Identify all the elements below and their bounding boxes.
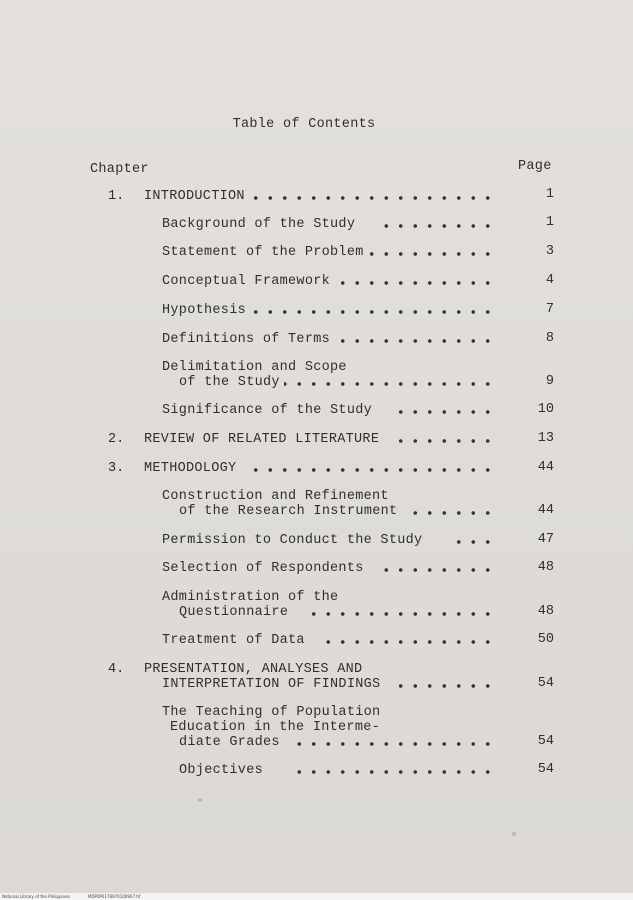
leader-dots	[370, 251, 495, 257]
leader-dots	[392, 409, 495, 415]
toc-entry-page: 50	[537, 632, 554, 647]
toc-entry-title: Significance of the Study	[162, 403, 373, 418]
toc-entry-page: 48	[537, 604, 554, 619]
chapter-number: 3.	[108, 461, 125, 476]
leader-dots	[284, 381, 495, 387]
toc-entry-page: 7	[545, 302, 554, 317]
leader-dots	[340, 280, 495, 286]
toc-entry-title: Treatment of Data	[162, 633, 305, 648]
leader-dots	[252, 309, 495, 315]
toc-entry-page: 3	[545, 244, 554, 259]
leader-dots	[305, 611, 495, 617]
footer-code: MDP0P0178970100907.tif	[88, 894, 141, 899]
toc-entry-title: Statement of the Problem	[162, 245, 364, 260]
toc-entry-page: 44	[537, 503, 554, 518]
leader-dots	[340, 338, 495, 344]
toc-entry-title: Administration of the	[162, 590, 339, 605]
toc-entry-page: 54	[537, 762, 554, 777]
toc-entry-page: 1	[545, 215, 554, 230]
toc-entry-title: Permission to Conduct the Study	[162, 533, 423, 548]
chapter-number: 2.	[108, 432, 125, 447]
page-column-header: Page	[518, 159, 552, 174]
toc-entry-title: INTRODUCTION	[144, 189, 245, 204]
toc-entry-page: 44	[537, 460, 554, 475]
paper-smudge	[512, 832, 516, 836]
footer-library: National Library of the Philippines	[2, 894, 70, 899]
toc-entry-title: Construction and Refinement	[162, 489, 389, 504]
toc-entry-page: 4	[545, 273, 554, 288]
toc-entry-title: Background of the Study	[162, 217, 356, 232]
leader-dots	[252, 467, 495, 473]
leader-dots	[290, 741, 495, 747]
leader-dots	[322, 639, 495, 645]
toc-entry-title: Selection of Respondents	[162, 561, 364, 576]
page-title: Table of Contents	[232, 117, 376, 132]
toc-entry-page: 10	[537, 402, 554, 417]
toc-entry-page: 9	[545, 374, 554, 389]
toc-entry-title: METHODOLOGY	[144, 461, 237, 476]
scan-footer	[0, 893, 633, 900]
toc-entry-title: Definitions of Terms	[162, 332, 331, 347]
toc-entry-page: 1	[545, 187, 554, 202]
toc-entry-page: 48	[537, 560, 554, 575]
toc-entry-page: 8	[545, 331, 554, 346]
toc-entry-title-continued: Questionnaire	[179, 605, 289, 620]
leader-dots	[392, 683, 495, 689]
toc-entry-page: 47	[537, 532, 554, 547]
leader-dots	[446, 539, 495, 545]
toc-entry-page: 54	[537, 734, 554, 749]
paper-smudge	[198, 798, 202, 802]
toc-entry-title: PRESENTATION, ANALYSES AND	[144, 662, 363, 677]
toc-entry-title-continued: of the Study	[179, 375, 280, 390]
toc-entry-title-continued: of the Research Instrument	[179, 504, 398, 519]
toc-entry-title-continued: INTERPRETATION OF FINDINGS	[162, 677, 381, 692]
toc-entry-title-continued: Education in the Interme-	[170, 720, 381, 735]
toc-entry-title-continued: diate Grades	[179, 735, 280, 750]
toc-entry-page: 13	[537, 431, 554, 446]
chapter-number: 1.	[108, 189, 125, 204]
leader-dots	[250, 195, 495, 201]
chapter-column-header: Chapter	[90, 162, 149, 177]
toc-entry-title: Hypothesis	[162, 303, 247, 318]
leader-dots	[378, 567, 495, 573]
chapter-number: 4.	[108, 662, 125, 677]
toc-entry-title: Objectives	[179, 763, 264, 778]
toc-entry-title: REVIEW OF RELATED LITERATURE	[144, 432, 380, 447]
toc-entry-title: Conceptual Framework	[162, 274, 331, 289]
leader-dots	[392, 438, 495, 444]
toc-entry-title: Delimitation and Scope	[162, 360, 347, 375]
toc-entry-title: The Teaching of Population	[162, 705, 381, 720]
toc-entry-page: 54	[537, 676, 554, 691]
leader-dots	[378, 223, 495, 229]
leader-dots	[290, 769, 495, 775]
leader-dots	[408, 510, 495, 516]
